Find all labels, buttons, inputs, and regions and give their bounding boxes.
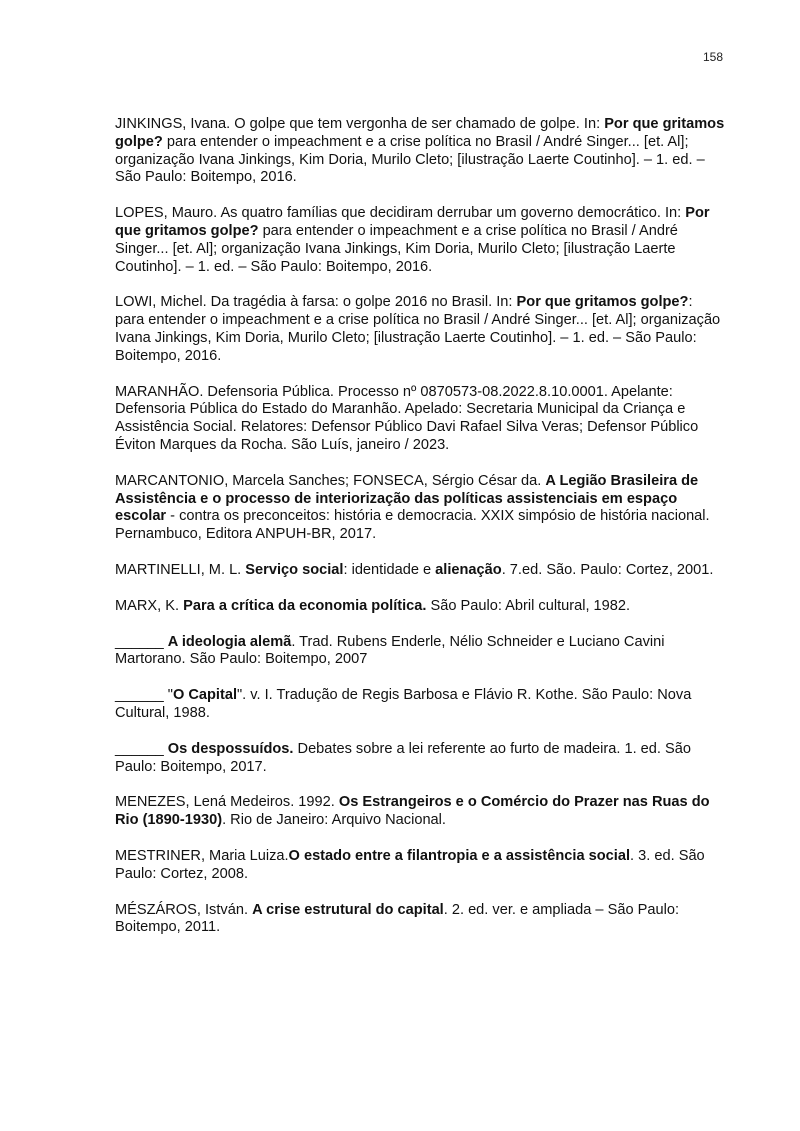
reference-entry (115, 598, 725, 616)
reference-title: Os Estrangeiros e o Comércio do Prazer nas Ruas do Rio (1890-1930) (115, 794, 710, 829)
reference-text: LOWI, Michel. Da tragédia à farsa: o golpe 2016 no Brasil. In: (115, 294, 517, 311)
reference-text: ______ (115, 633, 168, 650)
reference-entry (115, 562, 725, 580)
reference-text: MARX, K. (115, 597, 184, 614)
page-number: 158 (702, 50, 723, 64)
reference-text: MÉSZÁROS, István. (115, 901, 253, 918)
reference-title: Por que gritamos golpe? (115, 116, 725, 150)
reference-text: MESTRINER, Maria Luiza. (115, 847, 289, 864)
reference-entry (115, 116, 725, 187)
reference-text: : para entender o impeachment e a crise política no Brasil / André Singer... [et. Al]; organização Ivana Jinkings, Kim Doria, Murilo Cleto; [ilustração Laerte Coutinho]. – 1. ed. – São Paulo: Boitempo, 2016. (115, 294, 721, 364)
reference-entry (115, 687, 725, 723)
reference-title: O Capital (172, 687, 237, 704)
reference-text: MARTINELLI, M. L. (115, 561, 246, 578)
reference-text: ". v. I. Tradução de Regis Barbosa e Flávio R. Kothe. São Paulo: Nova Cultural, 1988. (115, 687, 692, 721)
reference-entry (115, 741, 725, 777)
reference-title: Para a crítica da economia política. (183, 597, 427, 614)
reference-text: . 3. ed. São Paulo: Cortez, 2008. (115, 847, 705, 882)
reference-text: MARANHÃO. Defensoria Pública. Processo nº 0870573-08.2022.8.10.0001. Apelante: Defensoria Pública do Estado do Maranhão. Apelado: Secretaria Municipal da Criança e Assistência Social. Relatores: Defensor Público Davi Rafael Silva Veras; Defensor Público Éviton Marques da Rocha. São Luís, janeiro / 2023. (115, 383, 699, 453)
reference-title: Os despossuídos. (167, 740, 294, 757)
reference-text: ______ " (115, 687, 173, 704)
reference-text: Debates sobre a lei referente ao furto de madeira. 1. ed. São Paulo: Boitempo, 2017. (115, 740, 691, 775)
reference-text: JINKINGS, Ivana. O golpe que tem vergonha de ser chamado de golpe. In: (115, 116, 605, 132)
reference-text: LOPES, Mauro. As quatro famílias que decidiram derrubar um governo democrático. In: (115, 205, 686, 222)
reference-entry (115, 294, 725, 365)
reference-title: Por que gritamos golpe? (115, 205, 710, 239)
reference-entry (115, 794, 725, 830)
reference-entry (115, 634, 725, 670)
reference-text: MENEZES, Lená Medeiros. 1992. (115, 794, 339, 811)
reference-title: A ideologia alemã (167, 633, 292, 650)
reference-entry (115, 902, 725, 938)
reference-text: para entender o impeachment e a crise política no Brasil / André Singer... [et. Al]; organização Ivana Jinkings, Kim Doria, Murilo Cleto; [ilustração Laerte Coutinho]. – 1. ed. – São Paulo: Boitempo, 2016. (115, 222, 678, 275)
reference-title: A Legião Brasileira de Assistência e o processo de interiorização das políticas assistenciais em espaço escolar (115, 472, 699, 525)
reference-entry (115, 384, 725, 455)
reference-entry (115, 848, 725, 884)
reference-text: para entender o impeachment e a crise política no Brasil / André Singer... [et. Al]; organização Ivana Jinkings, Kim Doria, Murilo Cleto; [ilustração Laerte Coutinho]. – 1. ed. – São Paulo: Boitempo, 2016. (115, 133, 705, 186)
reference-list (115, 116, 725, 955)
reference-text: . Rio de Janeiro: Arquivo Nacional. (222, 812, 446, 829)
reference-text: : identidade e (343, 561, 436, 578)
reference-entry (115, 205, 725, 276)
reference-text: - contra os preconceitos: história e democracia. XXIX simpósio de história nacional. Pernambuco, Editora ANPUH-BR, 2017. (115, 508, 710, 543)
reference-text: São Paulo: Abril cultural, 1982. (426, 597, 631, 614)
reference-title: A crise estrutural do capital (252, 901, 444, 918)
reference-text: . 7.ed. São. Paulo: Cortez, 2001. (501, 561, 714, 578)
reference-title: O estado entre a filantropia e a assistência social (288, 847, 631, 864)
reference-title: Por que gritamos golpe? (516, 294, 689, 311)
reference-text: . Trad. Rubens Enderle, Nélio Schneider e Luciano Cavini Martorano. São Paulo: Boitempo, 2007 (115, 633, 665, 668)
reference-text: . 2. ed. ver. e ampliada – São Paulo: Boitempo, 2011. (115, 901, 680, 936)
reference-title: alienação (435, 561, 502, 578)
reference-title: Serviço social (245, 561, 344, 578)
reference-text: ______ (115, 740, 168, 757)
reference-text: MARCANTONIO, Marcela Sanches; FONSECA, Sérgio César da. (115, 472, 546, 489)
reference-entry (115, 473, 725, 544)
